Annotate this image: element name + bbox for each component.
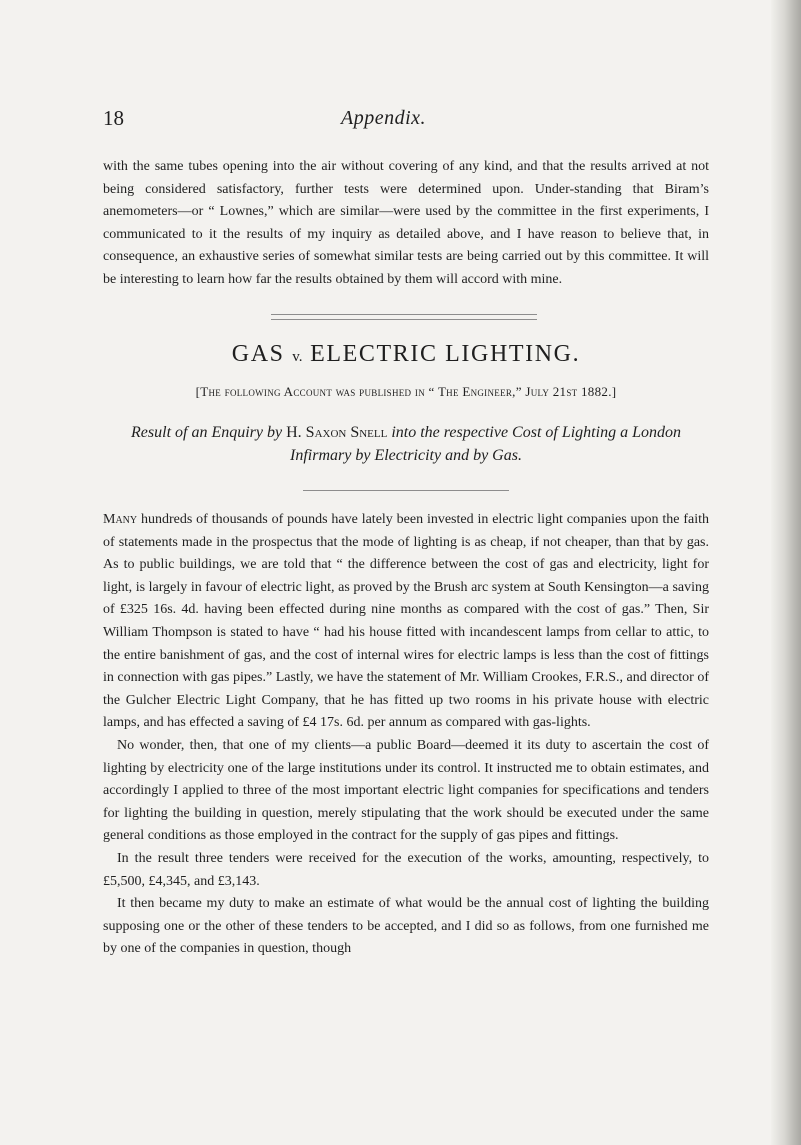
body-paragraph: No wonder, then, that one of my clients—a public Board—deemed it its duty to ascertain the cost of lighting by electricity one of the large institutions under its control. It instructed me to obtain estimates, and accordingly I applied to three of the most important electric light companies for specifications and tenders for lighting the building in question, merely stipulating that the work should be executed under the same general conditions as those employed in the contract for the supply of gas pipes and fittings. — [103, 737, 709, 844]
paragraph-text: hundreds of thousands of pounds have lately been invested in electric light companies upon the faith of statements made in the prospectus that the mode of lighting is as cheap, if not cheaper, than that by gas. As to public buildings, we are told that “ the difference between the cost of gas and electricity, light for light, is largely in favour of electric light, as proved by the Brush arc system at South Kensington—a saving of £325 16s. 4d. having been effected during nine months as compared with the cost of gas.” Then, Sir William Thompson is stated to have “ had his house fitted with incandescent lamps from cellar to attic, to the entire banishment of gas, and the cost of internal wires for electric lamps is less than the cost of fittings in connection with gas pipes.” Lastly, we have the statement of Mr. William Crookes, F.R.S., and director of the Gulcher Electric Light Company, that he has fitted up two rooms in his private house with electric lamps, and has effected a saving of £4 17s. 6d. per annum as compared with gas-lights. — [103, 512, 710, 731]
section-divider-double-rule — [271, 314, 537, 320]
subtitle-suffix: into the respective Cost of Lighting a London Infirmary by Electricity and by Gas. — [290, 424, 681, 464]
body-paragraph — [103, 509, 709, 735]
source-note: [The following Account was published in “ The Engineer,” July 21st 1882.] — [195, 384, 617, 399]
page-number: 18 — [103, 106, 124, 130]
section-title — [103, 338, 709, 373]
subtitle-prefix: Result of an Enquiry by — [131, 424, 283, 441]
section-subtitle — [103, 421, 709, 467]
section-title-right: ELECTRIC LIGHTING. — [310, 341, 581, 367]
running-head: Appendix. — [341, 107, 427, 129]
article-body — [103, 509, 709, 961]
body-paragraph: In the result three tenders were received for the execution of the works, amounting, respectively, to £5,500, £4,345, and £3,143. — [103, 850, 709, 889]
lead-word: Many — [103, 512, 138, 527]
body-paragraph: It then became my duty to make an estimate of what would be the annual cost of lighting the building supposing one or the other of these tenders to be accepted, and I did so as follows, from one furnished me by one of the companies in question, though — [103, 896, 709, 957]
subtitle-author: H. Saxon Snell — [286, 424, 388, 441]
intro-paragraph: with the same tubes opening into the air without covering of any kind, and that the results arrived at not being considered satisfactory, further tests were determined upon. Under-standing that Biram’s anemometers—or “ Lownes,” which are similar—were used by the committee in the first experiments, I communicated to it the results of my inquiry as detailed above, and I have reason to believe that, in consequence, an exhaustive series of somewhat similar tests are being carried out by this committee. It will be interesting to learn how far the results obtained by them will accord with mine. — [103, 159, 709, 287]
subtitle-divider-rule — [303, 490, 509, 491]
page-header — [103, 104, 683, 134]
section-title-versus: v. — [292, 349, 303, 365]
page-edge-shadow — [771, 0, 801, 1145]
section-title-left: GAS — [231, 341, 285, 367]
